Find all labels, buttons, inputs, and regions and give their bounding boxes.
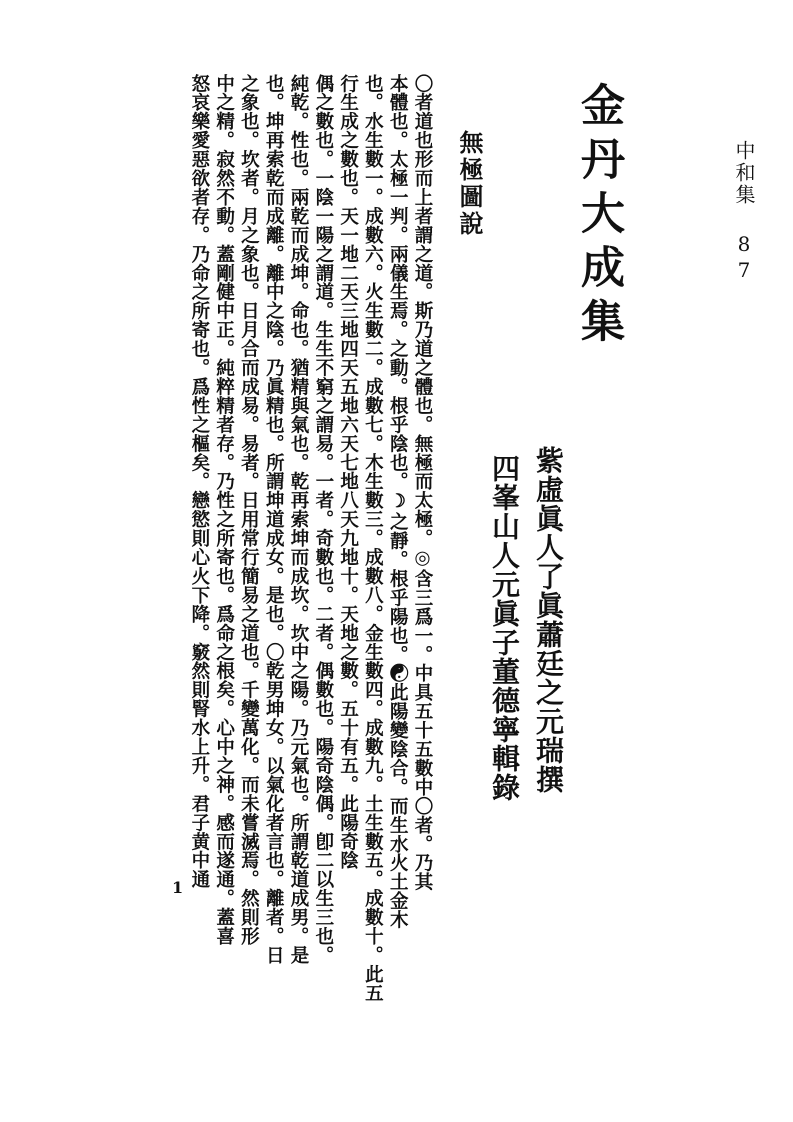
body-line: 中之精。寂然不動。蓋剛健中正。純粹精者存。乃性之所寄也。爲命之根矣。心中之神。感而遂通。蓋喜	[213, 74, 235, 946]
body-line: 之象也。坎者。月之象也。日月合而成易。易者。日用常行簡易之道也。千變萬化。而未嘗滅焉。然則形	[238, 74, 260, 946]
body-line: 也。坤再索乾而成離。離中之陰。乃眞精也。所謂坤道成女。是也。〇乾男坤女。以氣化者言也。離者。日	[263, 74, 285, 965]
body-line: 本體也。太極一判。兩儀生焉。之動。根乎陰也。☽之靜。根乎陽也。☯此陽變陰合。而生水火土金木	[387, 74, 409, 930]
body-line: 偶之數也。一陰一陽之謂道。生生不窮之謂易。一者。奇數也。二者。偶數也。陽奇陰偶。卽二以生三也。	[312, 74, 334, 965]
body-line: 也。水生數一。成數六。火生數二。成數七。木生數三。成數八。金生數四。成數九。土生數五。成數十。此五	[362, 74, 384, 1003]
margin-note: 中和集 87	[732, 140, 756, 284]
body-text	[112, 74, 434, 1003]
body-line: 〇者道也形而上者謂之道。斯乃道之體也。無極而太極。◎含三爲一。中具五十五數中〇者。乃其	[412, 74, 433, 892]
page-number: 1	[172, 878, 184, 897]
body-line: 純乾。性也。兩乾而成坤。命也。猶精與氣也。乾再索坤而成坎。坎中之陽。乃元氣也。所謂乾道成男。是	[288, 74, 310, 965]
body-line: 行生成之數也。天一地二天三地四天五地六天七地八天九地十。天地之數。五十有五。此陽奇陰	[337, 74, 359, 870]
compiler-line: 四峯山人元眞子董德寧輯錄	[488, 454, 521, 802]
author-line: 紫虛眞人了眞蕭廷之元瑞撰	[532, 446, 565, 794]
body-line: 怒哀樂愛惡欲者存。乃命之所寄也。爲性之樞矣。戀慾則心火下降。竅然則腎水上升。君子黄中通	[188, 74, 210, 889]
section-title: 無極圖說	[455, 130, 484, 238]
book-title: 金丹大成集	[573, 82, 624, 352]
